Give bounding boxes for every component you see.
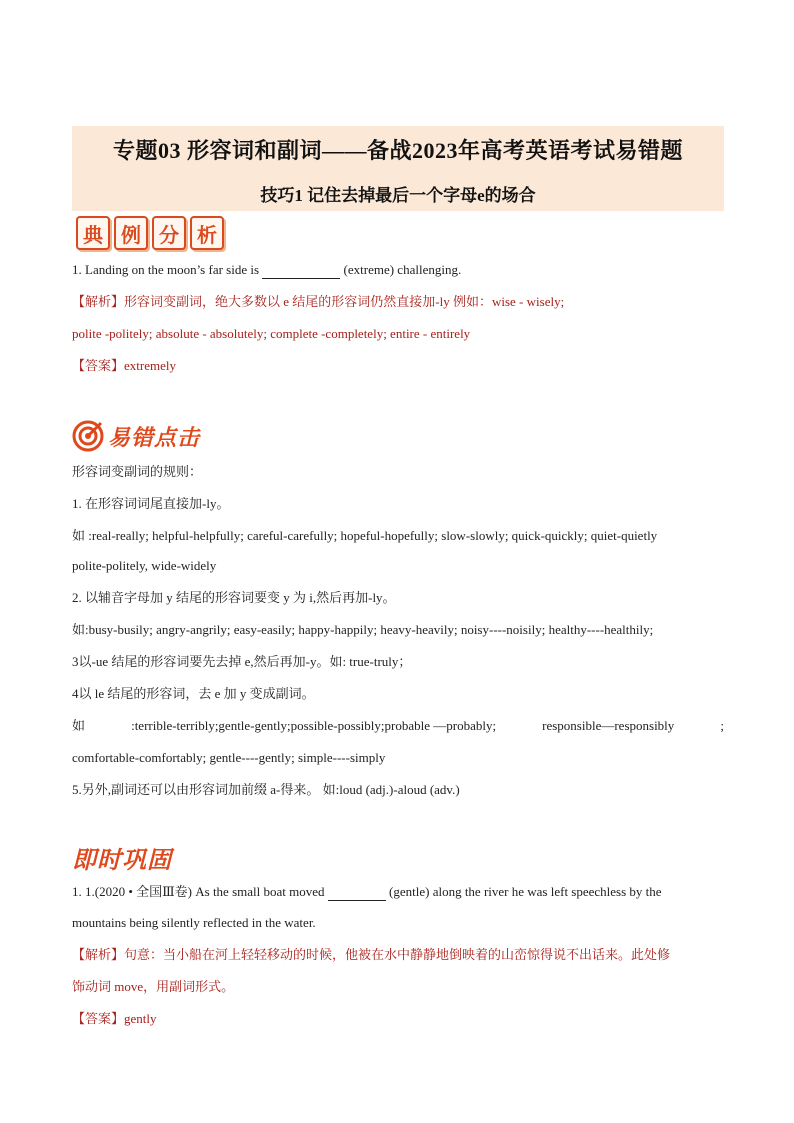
rule-1: 1. 在形容词词尾直接加-ly。 (72, 496, 230, 511)
example-analysis-badge (76, 216, 224, 250)
question-text: (extreme) challenging. (340, 262, 462, 277)
badge-char: 分 (152, 216, 186, 250)
rule-1-examples-2: polite-politely, wide-widely (72, 558, 217, 573)
practice-heading: 即时巩固 (72, 846, 172, 874)
example-question (72, 262, 461, 279)
analysis-text: 句意：当小船在河上轻轻移动的时候，他被在水中静静地倒映着的山峦惊得说不出话来。此处修 (124, 947, 671, 962)
example-analysis-line2: polite -politely; absolute - absolutely; complete -completely; entire - entirely (72, 326, 471, 341)
analysis-tag: 【解析】 (72, 294, 125, 309)
rule-text: ; (720, 718, 724, 733)
mistakes-heading: 易错点击 (108, 426, 201, 451)
answer-tag: 【答案】 (72, 1011, 125, 1026)
rule-4-examples-2: comfortable-comfortably; gentle----gently; simple----simply (72, 750, 386, 765)
answer-text: extremely (124, 358, 176, 373)
example-answer (72, 358, 176, 374)
question-text: 1. 1.(2020 • 全国Ⅲ卷) As the small boat moved (72, 884, 328, 899)
practice-question-line1 (72, 884, 662, 901)
title-banner (72, 126, 724, 211)
practice-analysis-line2: 饰动词 move，用副词形式。 (72, 979, 235, 994)
badge-char: 析 (190, 216, 224, 250)
rule-5: 5.另外,副词还可以由形容词加前缀 a-得来。 如:loud (adj.)-aloud (adv.) (72, 782, 460, 797)
rule-text: 如 (72, 718, 86, 733)
answer-tag: 【答案】 (72, 358, 125, 373)
rules-intro: 形容词变副词的规则： (72, 464, 203, 479)
answer-text: gently (124, 1011, 157, 1026)
answer-blank (328, 884, 386, 901)
page-subtitle: 技巧1 记住去掉最后一个字母e的场合 (260, 186, 536, 205)
practice-question-line2: mountains being silently reflected in the water. (72, 915, 316, 930)
rule-4: 4以 le 结尾的形容词，去 e 加 y 变成副词。 (72, 686, 315, 701)
rule-3: 3以-ue 结尾的形容词要先去掉 e,然后再加-y。如: true-truly； (72, 654, 412, 669)
target-icon (72, 420, 104, 452)
rule-2-examples: 如:busy-busily; angry-angrily; easy-easily; happy-happily; heavy-heavily; noisy----noisily; healthy----healthily; (72, 622, 654, 637)
rule-1-examples-1: 如 :real-really; helpful-helpfully; careful-carefully; hopeful-hopefully; slow-slowly; quick-quickly; quiet-quietly (72, 528, 658, 543)
practice-analysis-line1 (72, 947, 670, 963)
page-title: 专题03 形容词和副词——备战2023年高考英语考试易错题 (112, 138, 683, 163)
analysis-text: 形容词变副词，绝大多数以 e 结尾的形容词仍然直接加-ly 例如：wise - wisely; (124, 294, 565, 309)
question-text: (gentle) along the river he was left speechless by the (385, 884, 662, 899)
practice-answer (72, 1011, 157, 1027)
badge-char: 例 (114, 216, 148, 250)
rule-2: 2. 以辅音字母加 y 结尾的形容词要变 y 为 i,然后再加-ly。 (72, 590, 396, 605)
analysis-tag: 【解析】 (72, 947, 125, 962)
badge-char: 典 (76, 216, 110, 250)
example-analysis-line1 (72, 294, 564, 310)
rule-text: :terrible-terribly;gentle-gently;possible-possibly;probable —probably; (131, 718, 497, 733)
rule-4-examples-1 (72, 718, 724, 734)
rule-text: responsible—responsibly (542, 718, 675, 733)
question-text: 1. Landing on the moon’s far side is (72, 262, 263, 277)
answer-blank (262, 262, 340, 279)
